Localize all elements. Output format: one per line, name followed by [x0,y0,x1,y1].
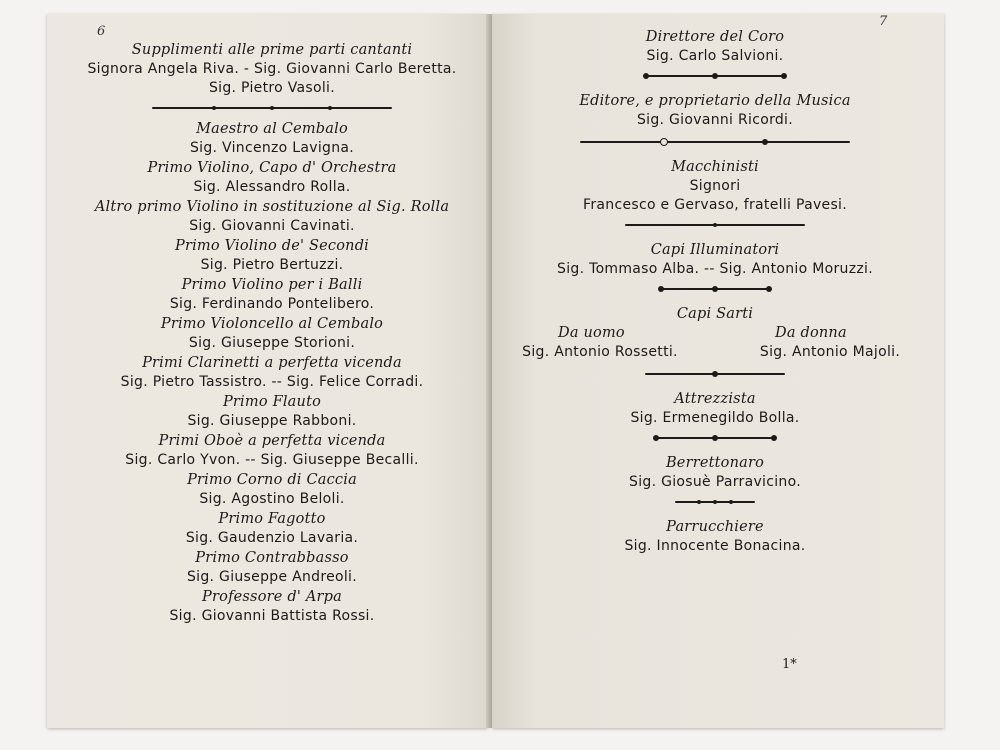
entry-role: Primo Violino de' Secondi [174,238,370,254]
macchinisti-role: Macchinisti [671,159,759,175]
macchinisti-sub: Signori [689,178,741,194]
right-page-content [500,28,930,556]
coro-role: Direttore del Coro [645,29,785,45]
entry-role: Maestro al Cembalo [196,121,348,137]
entry-role: Primo Fagotto [218,511,326,527]
header-role: Supplimenti alle prime parti cantanti [131,42,413,58]
sarti-uomo-name: Sig. Antonio Rossetti. [522,344,678,360]
sarti-uomo-label: Da uomo [558,325,625,341]
entry-name: Sig. Giuseppe Rabboni. [187,413,357,429]
entry-name: Sig. Giovanni Cavinati. [189,218,355,234]
entry-role: Professore d' Arpa [202,589,342,605]
entry-role: Primo Corno di Caccia [187,472,357,488]
entry-role: Primo Violoncello al Cembalo [160,316,384,332]
entry-role: Primi Clarinetti a perfetta vicenda [142,355,402,371]
sarti-columns [500,324,930,364]
entry-role: Primo Violino, Capo d' Orchestra [147,160,397,176]
ornament-rule [580,138,850,146]
entry-name: Sig. Giovanni Battista Rossi. [169,608,375,624]
left-entries-list [62,120,482,626]
signature-mark: 1* [782,657,797,672]
entry-name: Sig. Pietro Tassistro. -- Sig. Felice Corradi. [120,374,424,390]
illuminatori-role: Capi Illuminatori [650,242,780,258]
berrettonaro-role: Berrettonaro [665,455,765,471]
header-names-line-1: Signora Angela Riva. - Sig. Giovanni Carlo Beretta. [87,61,457,77]
ornament-rule [645,370,785,378]
entry-name: Sig. Giuseppe Storioni. [188,335,356,351]
ornament-rule [625,221,805,229]
ornament-rule [152,104,392,112]
parrucchiere-role: Parrucchiere [666,519,764,535]
coro-name: Sig. Carlo Salvioni. [646,48,784,64]
entry-name: Sig. Carlo Yvon. -- Sig. Giuseppe Becalli. [125,452,419,468]
entry-role: Altro primo Violino in sostituzione al Sig. Rolla [94,199,450,215]
left-page-number: 6 [97,24,106,39]
attrezzista-name: Sig. Ermenegildo Bolla. [630,410,800,426]
entry-name: Sig. Agostino Beloli. [199,491,345,507]
left-page-content [62,41,482,626]
entry-name: Sig. Vincenzo Lavigna. [189,140,355,156]
header-names-line-2: Sig. Pietro Vasoli. [208,80,335,96]
entry-role: Primo Contrabbasso [195,550,349,566]
sarti-donna-label: Da donna [775,325,847,341]
berrettonaro-name: Sig. Giosuè Parravicino. [629,474,801,490]
editore-name: Sig. Giovanni Ricordi. [636,112,794,128]
parrucchiere-name: Sig. Innocente Bonacina. [624,538,806,554]
sarti-role: Capi Sarti [676,306,754,322]
entry-role: Primo Violino per i Balli [181,277,363,293]
illuminatori-name: Sig. Tommaso Alba. -- Sig. Antonio Moruzzi. [557,261,873,277]
entry-name: Sig. Pietro Bertuzzi. [200,257,344,273]
sarti-donna-name: Sig. Antonio Majoli. [759,344,901,360]
entry-name: Sig. Gaudenzio Lavaria. [185,530,359,546]
editore-role: Editore, e proprietario della Musica [579,93,851,109]
entry-name: Sig. Alessandro Rolla. [193,179,351,195]
attrezzista-role: Attrezzista [674,391,756,407]
entry-name: Sig. Ferdinando Pontelibero. [169,296,375,312]
entry-name: Sig. Giuseppe Andreoli. [186,569,357,585]
macchinisti-name: Francesco e Gervaso, fratelli Pavesi. [583,197,847,213]
ornament-rule [660,285,770,293]
ornament-rule [675,498,755,506]
right-page-number: 7 [879,14,888,29]
ornament-rule [645,72,785,80]
ornament-rule [655,434,775,442]
entry-role: Primi Oboè a perfetta vicenda [158,433,386,449]
entry-role: Primo Flauto [222,394,322,410]
